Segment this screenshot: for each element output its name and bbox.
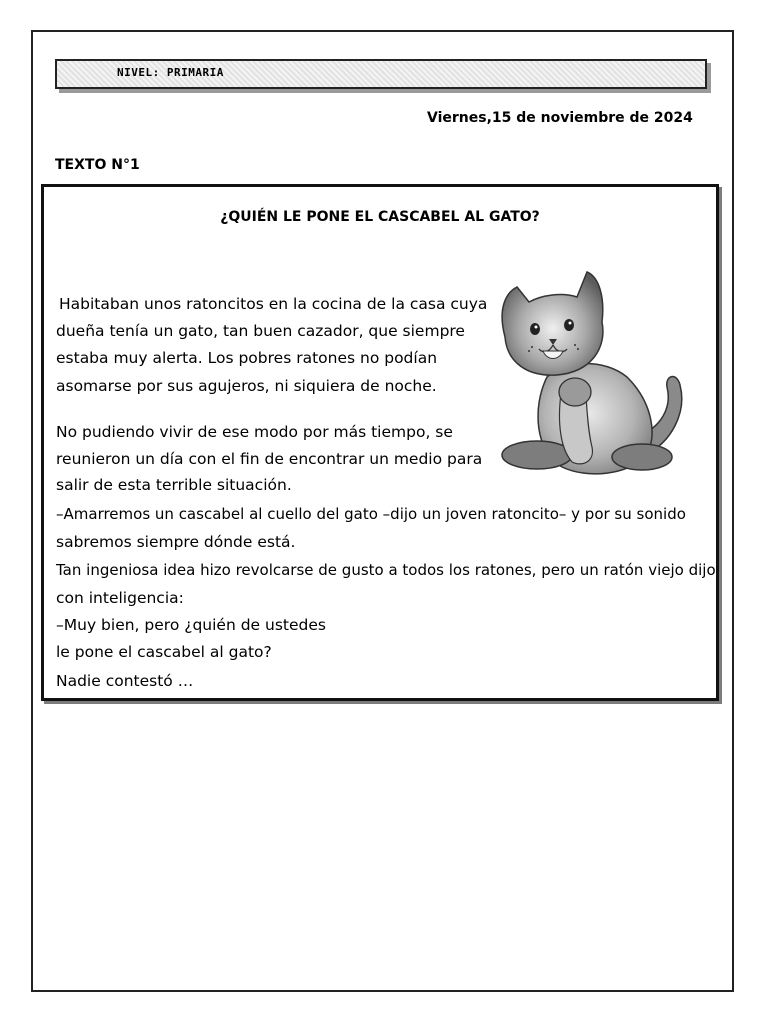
story-line: dueña tenía un gato, tan buen cazador, que siempre xyxy=(56,322,465,340)
date-line: Viernes,15 de noviembre de 2024 xyxy=(427,110,693,126)
story-line: con inteligencia: xyxy=(56,589,184,607)
story-line: –Muy bien, pero ¿quién de ustedes xyxy=(56,616,326,634)
level-banner xyxy=(55,59,707,89)
story-line: le pone el cascabel al gato? xyxy=(56,643,272,661)
story-line: Habitaban unos ratoncitos en la cocina de la casa cuya xyxy=(59,295,488,313)
story-line: Nadie contestó … xyxy=(56,672,194,690)
cat-illustration xyxy=(487,267,697,482)
text-number-label: TEXTO N°1 xyxy=(55,157,140,173)
story-line: reunieron un día con el fin de encontrar un medio para xyxy=(56,450,483,468)
story-box xyxy=(41,184,719,701)
story-line: asomarse por sus agujeros, ni siquiera de noche. xyxy=(56,377,437,395)
story-line: sabremos siempre dónde está. xyxy=(56,533,296,551)
story-line: salir de esta terrible situación. xyxy=(56,476,292,494)
story-title: ¿QUIÉN LE PONE EL CASCABEL AL GATO? xyxy=(220,209,540,225)
story-line: –Amarremos un cascabel al cuello del gato –dijo un joven ratoncito– y por su sonido xyxy=(56,505,686,523)
story-line: No pudiendo vivir de ese modo por más tiempo, se xyxy=(56,423,453,441)
story-line: estaba muy alerta. Los pobres ratones no podían xyxy=(56,349,438,367)
level-label: NIVEL: PRIMARIA xyxy=(117,66,224,79)
story-line: Tan ingeniosa idea hizo revolcarse de gusto a todos los ratones, pero un ratón viejo dijo xyxy=(56,561,716,579)
